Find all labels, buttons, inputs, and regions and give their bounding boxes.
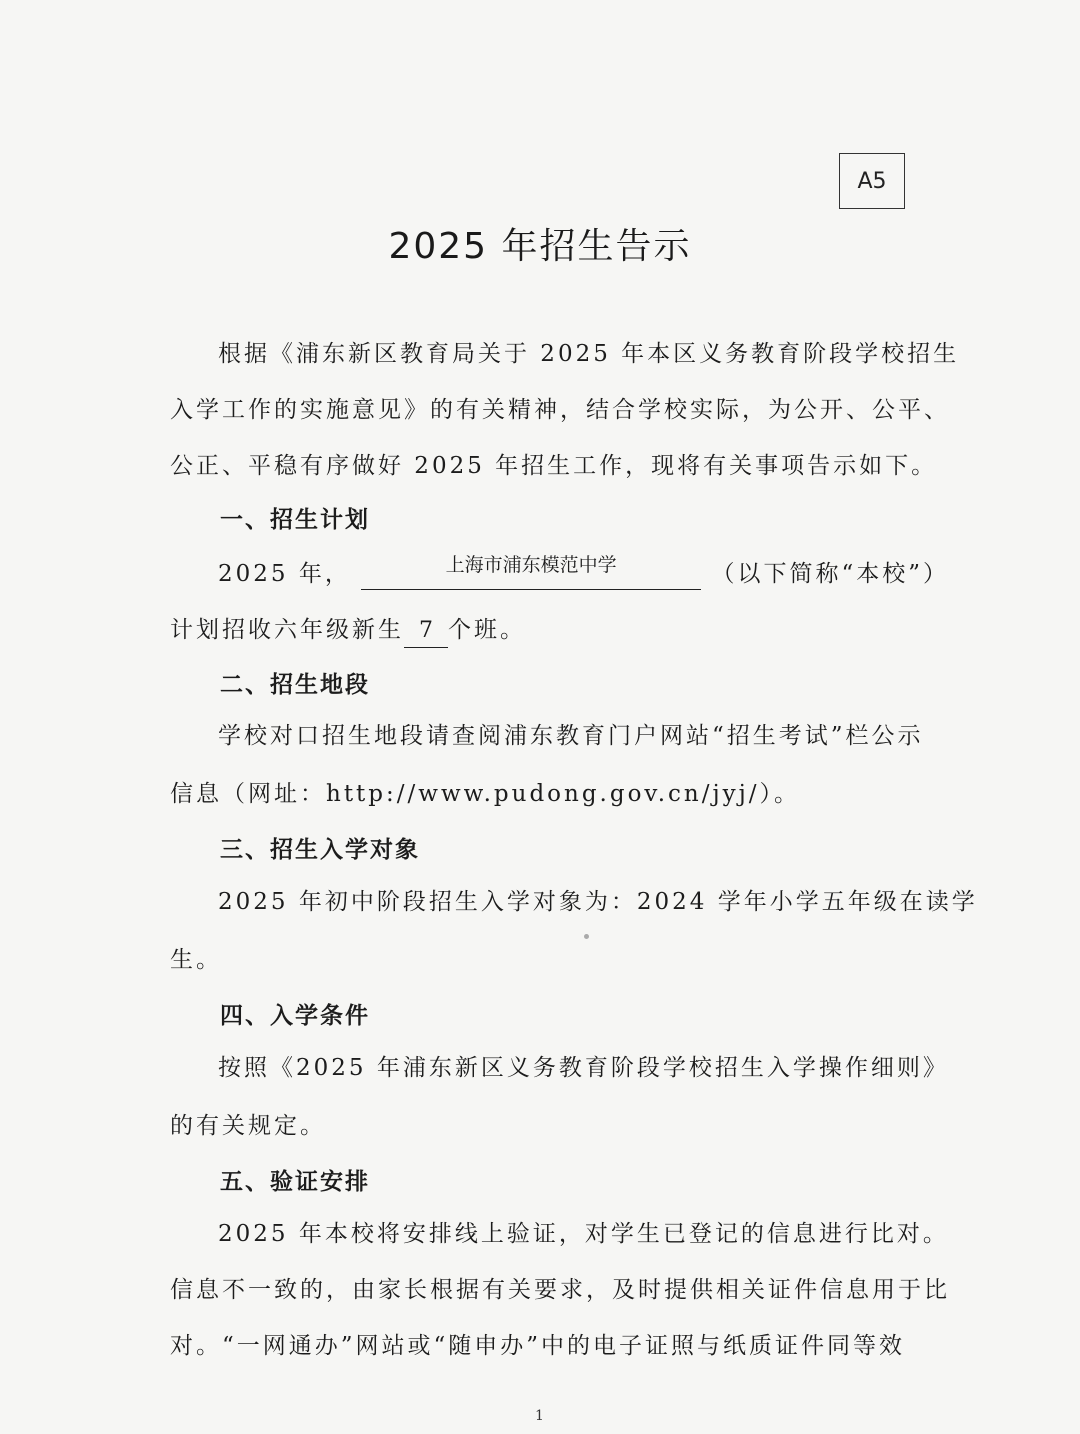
- section-1-heading: 一、招生计划: [220, 507, 370, 533]
- section-2-heading: 二、招生地段: [220, 672, 370, 698]
- section-5-line-1: 2025 年本校将安排线上验证，对学生已登记的信息进行比对。: [218, 1221, 949, 1247]
- school-name: 上海市浦东模范中学: [445, 554, 617, 576]
- section-5-heading: 五、验证安排: [220, 1169, 370, 1195]
- section-4-line-1: 按照《2025 年浦东新区义务教育阶段学校招生入学操作细则》: [218, 1055, 949, 1081]
- section-5-line-2: 信息不一致的，由家长根据有关要求，及时提供相关证件信息用于比: [170, 1277, 950, 1303]
- section-2-line-1: 学校对口招生地段请查阅浦东教育门户网站“招生考试”栏公示: [218, 723, 924, 749]
- document-title: 2025 年招生告示: [388, 226, 692, 267]
- section-4-heading: 四、入学条件: [220, 1003, 370, 1029]
- section-1-line-2: [170, 614, 526, 648]
- section-1-line-1: [218, 554, 950, 590]
- document-code-badge: A5: [839, 153, 905, 209]
- section-1-plan-suffix: 个班。: [448, 617, 526, 643]
- intro-line-2: 入学工作的实施意见》的有关精神，结合学校实际，为公开、公平、: [170, 397, 950, 423]
- section-1-plan-prefix: 计划招收六年级新生: [170, 617, 404, 643]
- section-5-line-3: 对。“一网通办”网站或“随申办”中的电子证照与纸质证件同等效: [170, 1333, 906, 1359]
- class-count-blank: 7: [404, 615, 448, 648]
- section-3-line-2: 生。: [170, 947, 222, 973]
- section-3-line-1: 2025 年初中阶段招生入学对象为：2024 学年小学五年级在读学: [218, 889, 978, 915]
- section-2-line-2: 信息（网址：http://www.pudong.gov.cn/jyj/）。: [170, 781, 800, 807]
- section-4-line-2: 的有关规定。: [170, 1113, 326, 1139]
- section-1-short-name: （以下简称“本校”）: [711, 561, 950, 587]
- intro-line-3: 公正、平稳有序做好 2025 年招生工作，现将有关事项告示如下。: [170, 453, 938, 479]
- school-name-blank: [361, 554, 701, 590]
- scan-speck: [584, 934, 589, 939]
- section-3-heading: 三、招生入学对象: [220, 837, 420, 863]
- section-1-year-prefix: 2025 年，: [218, 561, 351, 587]
- page-number: 1: [535, 1408, 544, 1424]
- intro-line-1: 根据《浦东新区教育局关于 2025 年本区义务教育阶段学校招生: [218, 341, 960, 367]
